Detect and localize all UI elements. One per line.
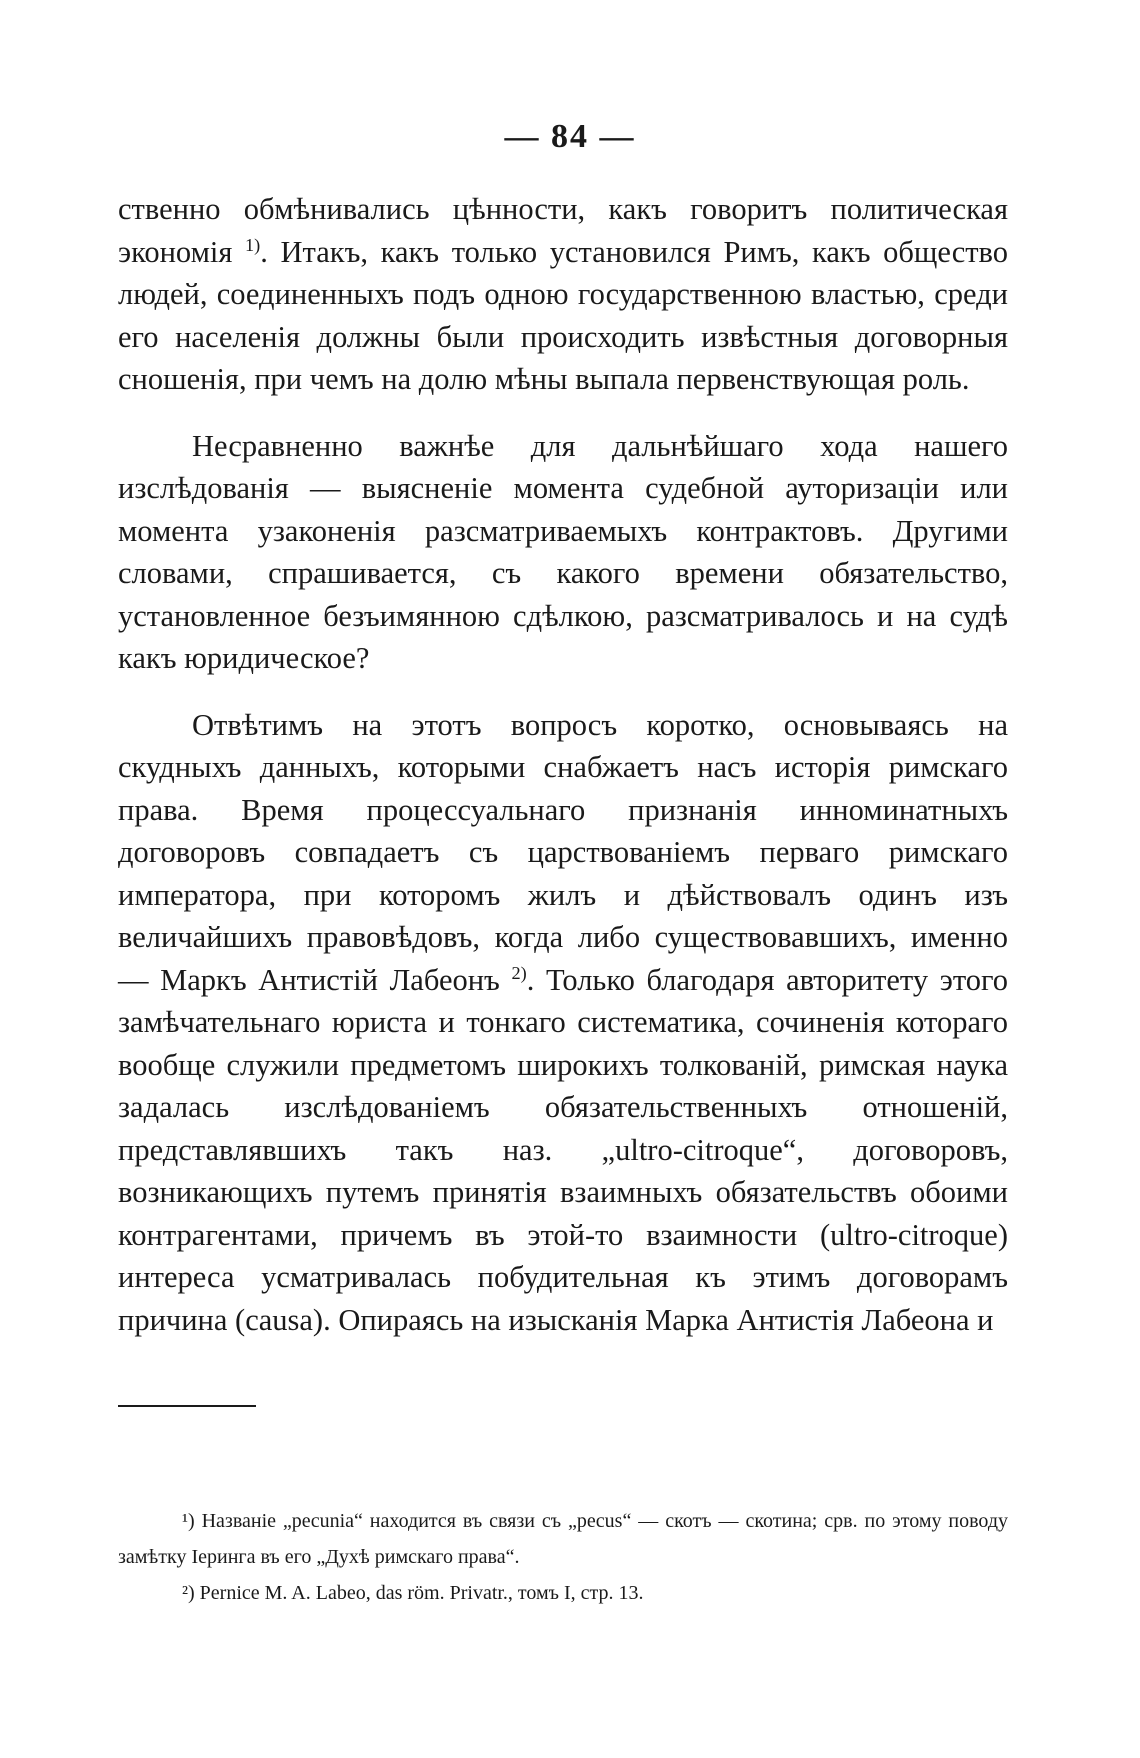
paragraph-3-text-cont: . Только благодаря авторитету этого замѣчательнаго юриста и тонкаго систематика, сочиненія котораго вообще служили предметомъ широкихъ толкованій, римская наука задалась изслѣдованіемъ обязательственныхъ отношеній, представлявшихъ такъ наз. „ultro-citroque“, договоровъ, возникающихъ путемъ принятія взаимныхъ обязательствъ обоими контрагентами, причемъ въ этой-то взаимности (ultro-citroque) интереса усматривалась побудительная къ этимъ договорамъ причина (causa). Опираясь на изысканія Марка Антистія Лабеона и <box>118 962 1009 1337</box>
paragraph-2: Несравненно важнѣе для дальнѣйшаго хода нашего изслѣдованія — выясненіе момента судебной ауторизаціи или момента узаконенія разсматриваемыхъ контрактовъ. Другими словами, спрашивается, съ какого времени обязательство, установленное безъимянною сдѣлкою, разсматривалось и на судѣ какъ юридическое? <box>118 428 1008 675</box>
footnote-ref-2: 2) <box>511 962 527 983</box>
footnote-2 <box>118 1575 1008 1611</box>
footnote-1 <box>118 1503 1008 1575</box>
paragraph-1-text-cont: . Итакъ, какъ только установился Римъ, какъ общество людей, соединенныхъ подъ одною государственною властью, среди его населенія должны были происходить извѣстныя договорныя сношенія, при чемъ на долю мѣны выпала первенствующая роль. <box>118 234 1009 396</box>
footnote-divider <box>118 1405 256 1407</box>
paragraph-3-text: Отвѣтимъ на этотъ вопросъ коротко, основываясь на скудныхъ данныхъ, которыми снабжаетъ насъ исторія римскаго права. Время процессуальнаго признанія инноминатныхъ договоровъ совпадаетъ съ царствованіемъ перваго римскаго императора, при которомъ жилъ и дѣйствовалъ одинъ изъ величайшихъ правовѣдовъ, когда либо существовавшихъ, именно — Маркъ Антистій Лабеонъ <box>118 707 1008 997</box>
paragraph-1-text: ственно обмѣнивались цѣнности, какъ говоритъ политическая экономія <box>118 192 1008 269</box>
main-text <box>118 188 1008 1341</box>
footnote-ref-1: 1) <box>245 234 261 255</box>
paragraph-1 <box>118 188 1008 401</box>
footnotes <box>118 1503 1008 1611</box>
footnote-2-text: Pernice M. A. Labeo, das röm. Privatr., томъ I, стр. 13. <box>199 1582 644 1604</box>
footnote-1-marker: ¹) <box>182 1510 195 1532</box>
page-number: — 84 — <box>504 118 636 155</box>
footnote-1-text: Названіе „pecunia“ находится въ связи съ „pecus“ — скотъ — скотина; срв. по этому поводу замѣтку Іеринга въ его „Духѣ римскаго права“. <box>118 1510 1009 1568</box>
paragraph-3 <box>118 704 1008 1342</box>
footnote-2-marker: ²) <box>182 1582 195 1604</box>
